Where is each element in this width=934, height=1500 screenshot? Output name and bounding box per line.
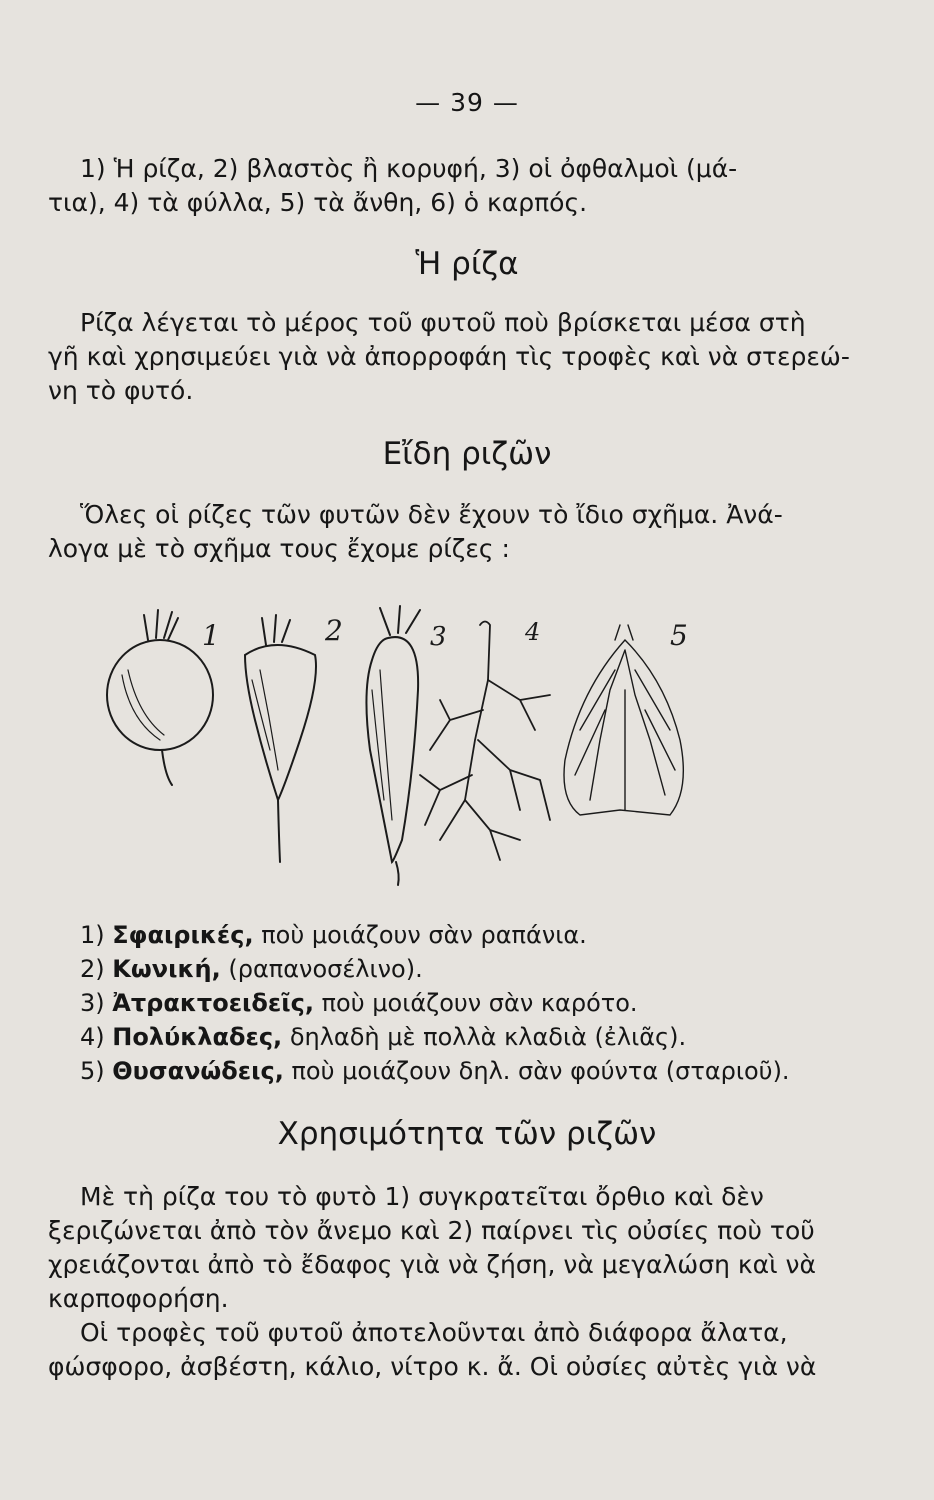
root-paragraph-line: νη τὸ φυτό. <box>48 376 194 405</box>
list-item: 4) Πολύκλαδες, δηλαδὴ μὲ πολλὰ κλαδιὰ (ἐλιᾶς). <box>80 1023 687 1051</box>
root-paragraph-line: Ρίζα λέγεται τὸ μέρος τοῦ φυτοῦ ποὺ βρίσκεται μέσα στὴ <box>80 308 806 337</box>
usefulness-paragraph-line: Οἱ τροφὲς τοῦ φυτοῦ ἀποτελοῦνται ἀπὸ διάφορα ἄλατα, <box>80 1318 788 1347</box>
figure-label-2: 2 <box>325 614 343 647</box>
root-paragraph-line: γῆ καὶ χρησιμεύει γιὰ νὰ ἀπορροφάη τὶς τροφὲς καὶ νὰ στερεώ- <box>48 342 850 371</box>
fusiform-root-drawing <box>366 606 446 885</box>
page-number: — 39 — <box>415 88 519 117</box>
types-paragraph-line: λογα μὲ τὸ σχῆμα τους ἔχομε ρίζες : <box>48 534 510 563</box>
spherical-root-drawing <box>107 610 220 785</box>
list-item: 1) Σφαιρικές, ποὺ μοιάζουν σὰν ραπάνια. <box>80 921 587 949</box>
intro-line-2: τια), 4) τὰ φύλλα, 5) τὰ ἄνθη, 6) ὁ καρπός. <box>48 188 588 217</box>
branched-root-drawing <box>420 618 550 860</box>
usefulness-paragraph-line: Μὲ τὴ ρίζα του τὸ φυτὸ 1) συγκρατεῖται ὄρθιο καὶ δὲν <box>80 1182 764 1211</box>
figure-label-4: 4 <box>525 618 541 646</box>
figure-label-1: 1 <box>202 619 220 652</box>
figure-label-5: 5 <box>670 619 688 652</box>
heading-root: Ἡ ρίζα <box>415 246 519 282</box>
list-item: 2) Κωνική, (ραπανοσέλινο). <box>80 955 423 983</box>
root-types-illustration <box>80 600 730 900</box>
fibrous-root-drawing <box>564 619 688 815</box>
root-types-list <box>80 918 790 1088</box>
usefulness-paragraph-line: καρποφορήση. <box>48 1284 229 1313</box>
list-item: 5) Θυσανώδεις, ποὺ μοιάζουν δηλ. σὰν φούντα (σταριοῦ). <box>80 1057 790 1085</box>
usefulness-paragraph-line: ξεριζώνεται ἀπὸ τὸν ἄνεμο καὶ 2) παίρνει τὶς οὐσίες ποὺ τοῦ <box>48 1216 815 1245</box>
usefulness-paragraph-line: φώσφορο, ἀσβέστη, κάλιο, νίτρο κ. ἄ. Οἱ οὐσίες αὐτὲς γιὰ νὰ <box>48 1352 817 1381</box>
heading-root-usefulness: Χρησιμότητα τῶν ριζῶν <box>277 1116 657 1152</box>
figure-label-3: 3 <box>430 622 447 652</box>
list-item: 3) Ἀτρακτοειδεῖς, ποὺ μοιάζουν σὰν καρότο. <box>80 989 638 1017</box>
conical-root-drawing <box>245 614 343 862</box>
heading-root-types: Εἴδη ριζῶν <box>382 436 552 472</box>
intro-line-1: 1) Ἡ ρίζα, 2) βλαστὸς ἢ κορυφή, 3) οἱ ὀφθαλμοὶ (μά- <box>80 154 738 183</box>
types-paragraph-line: Ὅλες οἱ ρίζες τῶν φυτῶν δὲν ἔχουν τὸ ἴδιο σχῆμα. Ἀνά- <box>80 500 783 529</box>
usefulness-paragraph-line: χρειάζονται ἀπὸ τὸ ἔδαφος γιὰ νὰ ζήση, νὰ μεγαλώση καὶ νὰ <box>48 1250 816 1279</box>
